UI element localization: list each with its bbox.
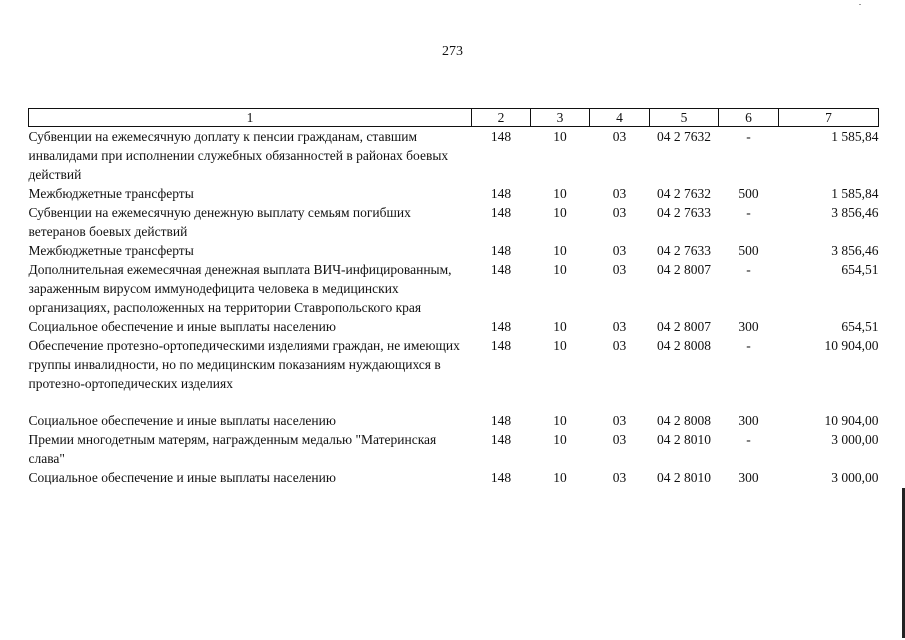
page-number: 273: [442, 44, 463, 59]
row-code-3: 10: [553, 243, 567, 258]
table-row: [29, 184, 879, 203]
row-code-4: 03: [612, 186, 627, 201]
row-amount: 10 904,00: [824, 413, 879, 428]
row-code-5: 04 2 8007: [657, 319, 711, 334]
row-code-3: 10: [553, 338, 567, 353]
row-name: Обеспечение протезно-ортопедическими изделиями граждан, не имеющих группы инвалидности, но по медицинским показаниям нуждающихся в протезно-ортопедических изделиях: [28, 338, 460, 391]
row-code-5: 04 2 8010: [657, 470, 711, 485]
row-code-4: 03: [612, 432, 627, 447]
row-name: Межбюджетные трансферты: [28, 243, 194, 258]
row-code-5: 04 2 7632: [657, 186, 711, 201]
column-header: 6: [719, 109, 779, 127]
row-code-2: 148: [490, 129, 512, 144]
row-code-4: 03: [612, 129, 627, 144]
row-code-3: 10: [553, 470, 567, 485]
row-amount: 3 856,46: [831, 205, 879, 220]
row-code-6: 300: [738, 470, 759, 485]
column-header: 4: [590, 109, 650, 127]
row-name: Социальное обеспечение и иные выплаты населению: [28, 413, 336, 428]
row-code-4: 03: [612, 243, 627, 258]
row-code-3: 10: [553, 262, 567, 277]
row-spacer: [29, 393, 879, 411]
row-amount: 1 585,84: [831, 129, 879, 144]
row-name: Социальное обеспечение и иные выплаты населению: [28, 470, 336, 485]
column-header: 7: [779, 109, 879, 127]
row-code-3: 10: [553, 129, 567, 144]
row-name: Премии многодетным матерям, награжденным медалью "Материнская слава": [28, 432, 437, 466]
table-row: [29, 317, 879, 336]
table-row: [29, 127, 879, 185]
table-header-row: [29, 109, 879, 127]
row-code-3: 10: [553, 432, 567, 447]
row-amount: 3 000,00: [831, 470, 879, 485]
row-code-2: 148: [490, 319, 512, 334]
row-code-5: 04 2 8008: [657, 338, 711, 353]
row-code-2: 148: [490, 243, 512, 258]
table-row: [29, 468, 879, 487]
row-amount: 654,51: [841, 262, 879, 277]
column-header: 2: [472, 109, 531, 127]
row-amount: 1 585,84: [831, 186, 879, 201]
row-name: Межбюджетные трансферты: [28, 186, 194, 201]
row-code-5: 04 2 7633: [657, 205, 711, 220]
scan-dust-mark: [859, 4, 861, 5]
row-code-2: 148: [490, 432, 512, 447]
row-name: Субвенции на ежемесячную денежную выплату семьям погибших ветеранов боевых действий: [28, 205, 411, 239]
row-code-6: 300: [738, 319, 759, 334]
row-code-6: -: [746, 432, 751, 447]
row-name: Дополнительная ежемесячная денежная выплата ВИЧ-инфицированным, зараженным вирусом иммунодефицита человека в медицинских организациях, расположенных на территории Ставропольского края: [28, 262, 452, 315]
row-code-5: 04 2 7632: [657, 129, 711, 144]
row-code-6: 500: [738, 186, 759, 201]
row-amount: 3 856,46: [831, 243, 879, 258]
row-code-2: 148: [490, 262, 512, 277]
row-name: Социальное обеспечение и иные выплаты населению: [28, 319, 336, 334]
row-code-4: 03: [612, 205, 627, 220]
row-code-6: -: [746, 129, 751, 144]
row-code-6: -: [746, 205, 751, 220]
table-row: [29, 260, 879, 317]
row-code-3: 10: [553, 186, 567, 201]
row-code-4: 03: [612, 319, 627, 334]
row-code-2: 148: [490, 338, 512, 353]
row-code-2: 148: [490, 186, 512, 201]
row-code-4: 03: [612, 470, 627, 485]
row-code-5: 04 2 8007: [657, 262, 711, 277]
row-code-3: 10: [553, 319, 567, 334]
row-code-5: 04 2 8008: [657, 413, 711, 428]
table-row: [29, 430, 879, 468]
row-code-2: 148: [490, 470, 512, 485]
table-row: [29, 241, 879, 260]
table-row: [29, 411, 879, 430]
row-code-6: 300: [738, 413, 759, 428]
row-code-5: 04 2 7633: [657, 243, 711, 258]
row-amount: 10 904,00: [824, 338, 879, 353]
row-amount: 654,51: [841, 319, 879, 334]
row-code-3: 10: [553, 205, 567, 220]
budget-table: [28, 108, 879, 487]
column-header: 1: [29, 109, 472, 127]
table-row: [29, 203, 879, 241]
row-code-6: -: [746, 338, 751, 353]
row-code-3: 10: [553, 413, 567, 428]
row-code-4: 03: [612, 413, 627, 428]
column-header: 5: [650, 109, 719, 127]
row-code-6: 500: [738, 243, 759, 258]
row-code-6: -: [746, 262, 751, 277]
column-header: 3: [531, 109, 590, 127]
row-name: Субвенции на ежемесячную доплату к пенсии гражданам, ставшим инвалидами при исполнении служебных обязанностей в районах боевых действий: [28, 129, 449, 182]
row-code-4: 03: [612, 338, 627, 353]
row-amount: 3 000,00: [831, 432, 879, 447]
row-code-4: 03: [612, 262, 627, 277]
row-code-5: 04 2 8010: [657, 432, 711, 447]
row-code-2: 148: [490, 205, 512, 220]
table-row: [29, 336, 879, 393]
row-code-2: 148: [490, 413, 512, 428]
